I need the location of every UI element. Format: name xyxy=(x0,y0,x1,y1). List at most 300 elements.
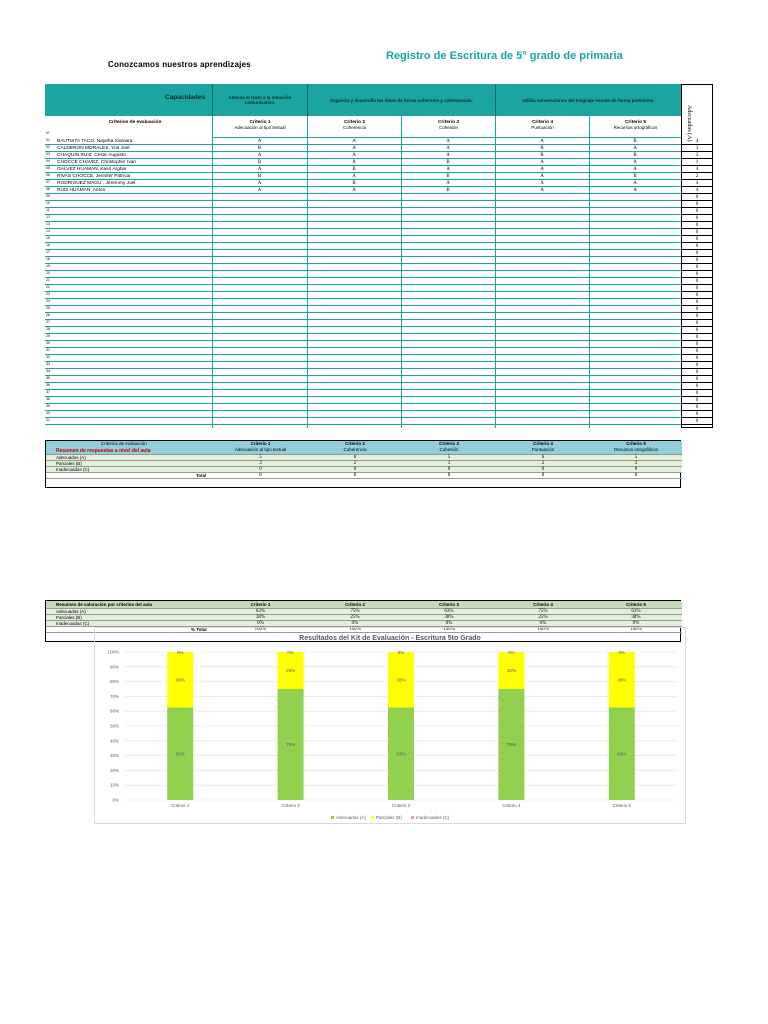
table-row xyxy=(45,138,699,145)
student-number: 07 xyxy=(46,180,50,184)
student-number: 08 xyxy=(46,187,50,191)
table-row xyxy=(45,257,699,264)
document-subtitle: Conozcamos nuestros aprendizajes xyxy=(108,60,251,69)
percent-value: 63% xyxy=(631,609,641,614)
summary-count-value: 6 xyxy=(353,455,357,460)
summary-criterio-header xyxy=(590,441,682,453)
criterio-value: A xyxy=(352,174,356,179)
student-number: 17 xyxy=(46,250,50,254)
percent-total-value: 100% xyxy=(443,627,455,632)
summary-criterio-header xyxy=(308,441,402,453)
percent-row-label: Inadecuadas (C) xyxy=(56,621,90,626)
data-label: 38% xyxy=(175,677,185,683)
criterio-value: A xyxy=(257,153,262,158)
adecuados-count: 0 xyxy=(681,313,713,320)
summary-header-row xyxy=(46,441,682,455)
criterio-name: Criterio 4 xyxy=(531,120,554,125)
student-name: RODRIGUEZ MAGU , Jeremmy Joel xyxy=(57,181,136,186)
legend-label: Parciales (B) xyxy=(376,815,402,820)
y-tick-label: 90% xyxy=(109,664,119,670)
table-row xyxy=(45,397,699,404)
adecuados-count: 0 xyxy=(681,383,713,390)
criterio-value: B xyxy=(633,139,637,144)
percent-total-label: % Total xyxy=(191,627,207,632)
criterio-desc: Coherencia xyxy=(343,447,367,452)
summary-row-label: Inadecuadas (C) xyxy=(56,467,90,472)
percent-criterio-header: Criterio 5 xyxy=(626,602,646,607)
summary-total-value: 8 xyxy=(447,473,451,478)
legend-swatch xyxy=(411,816,414,819)
column-divider xyxy=(212,116,213,428)
criterio-value: B xyxy=(257,174,262,179)
percent-value: 38% xyxy=(255,615,266,620)
criterios-evaluacion-label: Criterios de evaluación xyxy=(108,120,162,125)
criterio-value: A xyxy=(633,167,637,172)
student-number: 22 xyxy=(46,285,50,289)
y-tick-label: 40% xyxy=(109,738,119,744)
table-row xyxy=(45,355,699,362)
percent-value: 75% xyxy=(538,609,548,614)
data-label: 75% xyxy=(506,742,516,747)
capacidades-row xyxy=(45,84,681,116)
criterio-name: Criterio 3 xyxy=(439,441,459,446)
adecuados-count: 3 xyxy=(681,145,713,152)
adecuados-count: 0 xyxy=(681,334,713,341)
student-number: 38 xyxy=(46,397,50,401)
student-number: 23 xyxy=(46,292,50,296)
criterio-value: A xyxy=(352,153,356,158)
number-header: N° xyxy=(46,131,50,135)
percent-value: 0% xyxy=(257,621,264,626)
table-row xyxy=(45,159,699,166)
summary-total-value: 8 xyxy=(259,473,262,478)
criterio-desc: Cohesión xyxy=(438,125,458,130)
adecuados-count: 0 xyxy=(681,411,713,418)
table-row xyxy=(45,180,699,187)
student-number: 28 xyxy=(46,327,50,331)
student-number: 35 xyxy=(46,376,50,380)
table-row xyxy=(45,152,699,159)
summary-count-value: 5 xyxy=(634,455,638,460)
data-label: 63% xyxy=(175,751,185,757)
student-number: 37 xyxy=(46,390,50,394)
summary-total-value: 8 xyxy=(541,473,545,478)
capacidad-3: Utiliza convenciones del lenguaje escrito de forma pertinente. xyxy=(495,84,681,116)
summary-count-value: 3 xyxy=(447,461,451,466)
student-number: 40 xyxy=(46,411,50,415)
student-number: 39 xyxy=(46,404,50,408)
student-number: 06 xyxy=(46,173,50,177)
criterio-name: Criterio 2 xyxy=(343,120,366,125)
student-number: 14 xyxy=(46,229,50,233)
table-row xyxy=(45,341,699,348)
percent-header-label: Resumen de valoración por criterios del aula xyxy=(56,602,153,607)
y-tick-label: 10% xyxy=(109,782,119,788)
criterio-value: A xyxy=(540,181,544,186)
table-row xyxy=(45,306,699,313)
legend-label: Adecuados (A) xyxy=(336,815,366,820)
criterio-value: B xyxy=(257,160,262,165)
adecuados-count: 4 xyxy=(681,180,713,187)
criterio-value: A xyxy=(352,188,356,193)
adecuados-count: 0 xyxy=(681,348,713,355)
student-number: 29 xyxy=(46,334,50,338)
percent-value: 0% xyxy=(351,621,359,626)
criterio-value: A xyxy=(257,181,262,186)
adecuados-column-header: Adecuados (A) xyxy=(686,105,692,142)
student-number: 25 xyxy=(46,306,50,310)
data-label: 0% xyxy=(618,650,626,655)
adecuados-count: 3 xyxy=(681,152,713,159)
adecuados-count: 0 xyxy=(681,229,713,236)
summary-count-value: 5 xyxy=(447,455,451,460)
percent-value: 38% xyxy=(631,615,641,620)
adecuados-count: 0 xyxy=(681,250,713,257)
percent-header-row xyxy=(46,601,682,609)
adecuados-count: 0 xyxy=(681,299,713,306)
capacidad-2: Organiza y desarrolla las ideas de forma coherente y cohesionada. xyxy=(307,84,495,116)
legend-swatch xyxy=(371,816,374,819)
criterio-value: A xyxy=(352,146,356,151)
criterio-value: A xyxy=(257,139,262,144)
student-number: 01 xyxy=(46,138,50,142)
criterio-name: Criterio 1 xyxy=(250,441,271,446)
adecuados-count: 0 xyxy=(681,418,713,425)
summary-header-label: Criterios de evaluación xyxy=(101,441,147,446)
table-row xyxy=(45,278,699,285)
adecuados-count: 0 xyxy=(681,355,713,362)
data-label: 0% xyxy=(287,650,294,655)
table-row xyxy=(45,243,699,250)
adecuados-count: 0 xyxy=(681,292,713,299)
student-number: 20 xyxy=(46,271,50,275)
percent-value: 0% xyxy=(632,621,640,626)
student-name: CHOCCE CHAVEZ, Christopher Ivan xyxy=(57,160,137,165)
table-row xyxy=(45,418,699,425)
data-label: 25% xyxy=(286,668,296,673)
y-tick-label: 60% xyxy=(109,708,119,714)
adecuados-count: 0 xyxy=(681,306,713,313)
table-row xyxy=(45,411,699,418)
table-row xyxy=(45,250,699,257)
table-row xyxy=(45,348,699,355)
criterio-value: A xyxy=(540,188,544,193)
column-divider xyxy=(495,116,496,428)
criterio-desc: Cohesión xyxy=(439,447,459,452)
summary-row-label: Adecuados (A) xyxy=(56,455,86,460)
summary-criterio-header xyxy=(402,441,496,453)
table-row xyxy=(45,313,699,320)
document-title: Registro de Escritura de 5° grado de primaria xyxy=(386,50,623,62)
adecuados-count: 2 xyxy=(681,173,713,180)
x-tick-label: Criterio 4 xyxy=(502,803,521,808)
adecuados-count: 0 xyxy=(681,257,713,264)
table-row xyxy=(45,215,699,222)
criterio-value: A xyxy=(540,139,544,144)
percent-value: 63% xyxy=(444,609,454,614)
y-tick-label: 50% xyxy=(109,723,119,729)
criterio-desc: Adecuación al tipo textual xyxy=(234,125,286,130)
adecuados-count: 4 xyxy=(681,166,713,173)
table-row xyxy=(45,369,699,376)
student-number: 04 xyxy=(46,159,50,163)
summary-total-value: 8 xyxy=(634,473,638,478)
summary-count-value: 5 xyxy=(259,455,262,460)
table-row xyxy=(45,173,699,180)
table-row xyxy=(45,166,699,173)
adecuados-count: 1 xyxy=(681,159,713,166)
criterio-name: Criterio 2 xyxy=(345,441,365,446)
criterio-desc: Coherencia xyxy=(342,125,366,130)
student-name: CALDERON MORALES, Yuri Joel xyxy=(57,146,130,151)
column-divider xyxy=(589,116,590,428)
student-number: 05 xyxy=(46,166,50,170)
percent-total-value: 100% xyxy=(349,627,361,632)
student-number: 13 xyxy=(46,222,50,226)
summary-subheader: Resumen de respuestas a nivel del aula xyxy=(56,448,151,454)
criterio-value: B xyxy=(540,153,544,158)
chart-title: Resultados del Kit de Evaluación - Escritura 5to Grado xyxy=(299,635,481,642)
percent-value: 0% xyxy=(539,621,547,626)
summary-count-value: 2 xyxy=(353,461,357,466)
student-number: 21 xyxy=(46,278,50,282)
adecuados-count: 4 xyxy=(681,187,713,194)
adecuados-count: 0 xyxy=(681,236,713,243)
data-label: 0% xyxy=(508,650,515,655)
adecuados-count: 0 xyxy=(681,243,713,250)
data-label: 38% xyxy=(396,677,406,683)
criterio-name: Criterio 5 xyxy=(626,441,646,446)
student-name: RUIZ HUAMAN, Anton xyxy=(57,188,106,193)
percent-value: 25% xyxy=(350,615,360,620)
summary-count-value: 0 xyxy=(353,467,357,472)
student-number: 32 xyxy=(46,355,50,359)
adecuados-count: 0 xyxy=(681,369,713,376)
criterio-desc: Puntuación xyxy=(531,125,554,130)
criterio-value: A xyxy=(540,174,544,179)
summary-criterio-header xyxy=(496,441,590,453)
table-row xyxy=(45,376,699,383)
percent-value: 25% xyxy=(538,615,548,620)
percent-total-value: 100% xyxy=(537,627,549,632)
column-divider xyxy=(401,116,402,428)
number-header-row xyxy=(45,131,681,138)
summary-count-value: 0 xyxy=(447,467,451,472)
student-number: 41 xyxy=(46,418,50,422)
criterio-value: A xyxy=(540,167,544,172)
summary-count-value: 0 xyxy=(541,467,545,472)
summary-total-row xyxy=(46,473,682,479)
y-tick-label: 70% xyxy=(109,693,119,699)
summary-criterio-header xyxy=(213,441,308,453)
table-row xyxy=(45,327,699,334)
criterio-value: A xyxy=(633,181,637,186)
criterio-value: A xyxy=(446,153,450,158)
legend-label: Inadecuados (C) xyxy=(416,815,450,820)
percent-criterio-header: Criterio 1 xyxy=(250,602,271,607)
table-row xyxy=(45,201,699,208)
criterio-value: B xyxy=(257,146,262,151)
student-number: 31 xyxy=(46,348,50,352)
capacidad-1: Adecúa el texto a la situación comunicativa. xyxy=(212,84,307,116)
student-number: 30 xyxy=(46,341,50,345)
student-number: 27 xyxy=(46,320,50,324)
x-tick-label: Criterio 3 xyxy=(391,803,411,808)
y-tick-label: 80% xyxy=(109,679,119,685)
summary-count-value: 3 xyxy=(634,461,638,466)
table-row xyxy=(45,320,699,327)
summary-total-label: Total xyxy=(196,473,207,478)
student-number: 36 xyxy=(46,383,50,387)
criterio-value: A xyxy=(352,139,356,144)
summary-count-value: 3 xyxy=(259,461,262,466)
table-row xyxy=(45,208,699,215)
table-row xyxy=(45,187,699,194)
summary-count-value: 0 xyxy=(634,467,638,472)
percent-value: 75% xyxy=(350,609,360,614)
criterio-desc: Puntuación xyxy=(531,447,555,452)
criterio-value: B xyxy=(633,174,637,179)
table-row xyxy=(45,390,699,397)
summary-counts-table xyxy=(45,440,681,488)
y-tick-label: 30% xyxy=(109,753,119,759)
criterio-value: B xyxy=(352,167,356,172)
table-row xyxy=(45,285,699,292)
table-row xyxy=(45,229,699,236)
percent-criterio-header: Criterio 4 xyxy=(533,602,553,607)
table-row xyxy=(45,334,699,341)
student-number: 26 xyxy=(46,313,50,317)
criterio-name: Criterio 1 xyxy=(249,120,271,125)
summary-total-value: 8 xyxy=(353,473,357,478)
data-label: 0% xyxy=(397,650,405,655)
adecuados-count: 0 xyxy=(681,278,713,285)
table-row xyxy=(45,404,699,411)
criterio-desc: Adecuación al tipo textual xyxy=(234,447,287,452)
student-number: 09 xyxy=(46,194,50,198)
y-tick-label: 20% xyxy=(109,767,119,773)
student-name: CHAQUIN RUIZ, Cesar Augusto xyxy=(57,153,126,158)
data-label: 25% xyxy=(506,668,516,673)
y-tick-label: 100% xyxy=(107,649,119,655)
criterio-value: B xyxy=(446,160,450,165)
criterio-value: B xyxy=(352,181,356,186)
table-row xyxy=(45,383,699,390)
adecuados-count: 0 xyxy=(681,208,713,215)
adecuados-count: 0 xyxy=(681,222,713,229)
data-label: 63% xyxy=(617,751,627,757)
percent-value: 0% xyxy=(445,621,453,626)
student-number: 11 xyxy=(46,208,50,212)
percent-total-value: 100% xyxy=(254,627,267,632)
adecuados-count: 0 xyxy=(681,390,713,397)
adecuados-count: 0 xyxy=(681,215,713,222)
criterio-value: B xyxy=(633,153,637,158)
adecuados-count: 0 xyxy=(681,362,713,369)
legend-swatch xyxy=(331,816,334,819)
student-number: 33 xyxy=(46,362,50,366)
criterio-value: A xyxy=(633,146,637,151)
summary-count-value: 6 xyxy=(541,455,545,460)
student-number: 34 xyxy=(46,369,50,373)
criterio-value: B xyxy=(446,188,450,193)
table-row xyxy=(45,299,699,306)
percent-row-label: Parciales (B) xyxy=(56,615,82,620)
table-row xyxy=(45,271,699,278)
criterio-value: A xyxy=(633,160,637,165)
percent-criterio-header: Criterio 3 xyxy=(439,602,459,607)
criterio-value: A xyxy=(446,181,450,186)
criterio-value: B xyxy=(540,146,544,151)
criterio-value: A xyxy=(446,146,450,151)
student-number: 03 xyxy=(46,152,50,156)
x-tick-label: Criterio 2 xyxy=(281,803,300,808)
data-label: 63% xyxy=(396,751,406,757)
data-label: 0% xyxy=(176,650,184,655)
capacidades-label: Capacidades xyxy=(165,94,206,101)
adecuados-count: 0 xyxy=(681,264,713,271)
criterio-desc: Recursos ortográficos xyxy=(613,125,658,130)
summary-count-value: 0 xyxy=(259,467,262,472)
x-tick-label: Criterio 1 xyxy=(171,803,190,808)
adecuados-count: 0 xyxy=(681,320,713,327)
student-number: 02 xyxy=(46,145,50,149)
criterio-name: Criterio 5 xyxy=(624,120,647,125)
criterio-value: A xyxy=(257,188,262,193)
adecuados-count: 0 xyxy=(681,404,713,411)
student-number: 19 xyxy=(46,264,50,268)
percent-value: 63% xyxy=(255,609,266,614)
student-name: BAUTISTA TACO, Nayeha Xiomara xyxy=(57,139,133,144)
adecuados-count: 0 xyxy=(681,341,713,348)
percent-row-label: Adecuados (A) xyxy=(56,609,86,614)
criterio-value: A xyxy=(257,167,262,172)
table-row xyxy=(45,264,699,271)
table-row xyxy=(45,362,699,369)
data-label: 75% xyxy=(286,742,296,747)
student-name: GALVEZ HUAMAN, Kasri Arghia xyxy=(57,167,127,172)
student-number: 12 xyxy=(46,215,50,219)
percent-total-value: 100% xyxy=(630,627,642,632)
criterio-value: A xyxy=(446,139,450,144)
student-number: 24 xyxy=(46,299,50,303)
student-number: 15 xyxy=(46,236,50,240)
student-name: RIVAS CHOCCE, Jennifer Patricia xyxy=(57,174,131,179)
criterio-name: Criterio 4 xyxy=(533,441,553,446)
table-row xyxy=(45,145,699,152)
x-tick-label: Criterio 5 xyxy=(612,803,631,808)
adecuados-count: 0 xyxy=(681,194,713,201)
summary-row-label: Parciales (B) xyxy=(56,461,82,466)
column-divider xyxy=(307,116,308,428)
results-chart xyxy=(94,627,686,824)
adecuados-count: 0 xyxy=(681,327,713,334)
criterio-name: Criterio 3 xyxy=(437,120,460,125)
table-row xyxy=(45,194,699,201)
percent-criterio-header: Criterio 2 xyxy=(345,602,365,607)
student-number: 16 xyxy=(46,243,50,247)
student-number: 18 xyxy=(46,257,50,261)
student-number: 10 xyxy=(46,201,50,205)
y-tick-label: 0% xyxy=(112,797,119,803)
adecuados-count: 0 xyxy=(681,271,713,278)
criterio-value: A xyxy=(352,160,356,165)
criterio-value: A xyxy=(633,188,637,193)
chart-plot xyxy=(95,628,685,823)
adecuados-count: 0 xyxy=(681,376,713,383)
criterio-value: A xyxy=(540,160,544,165)
table-row xyxy=(45,222,699,229)
